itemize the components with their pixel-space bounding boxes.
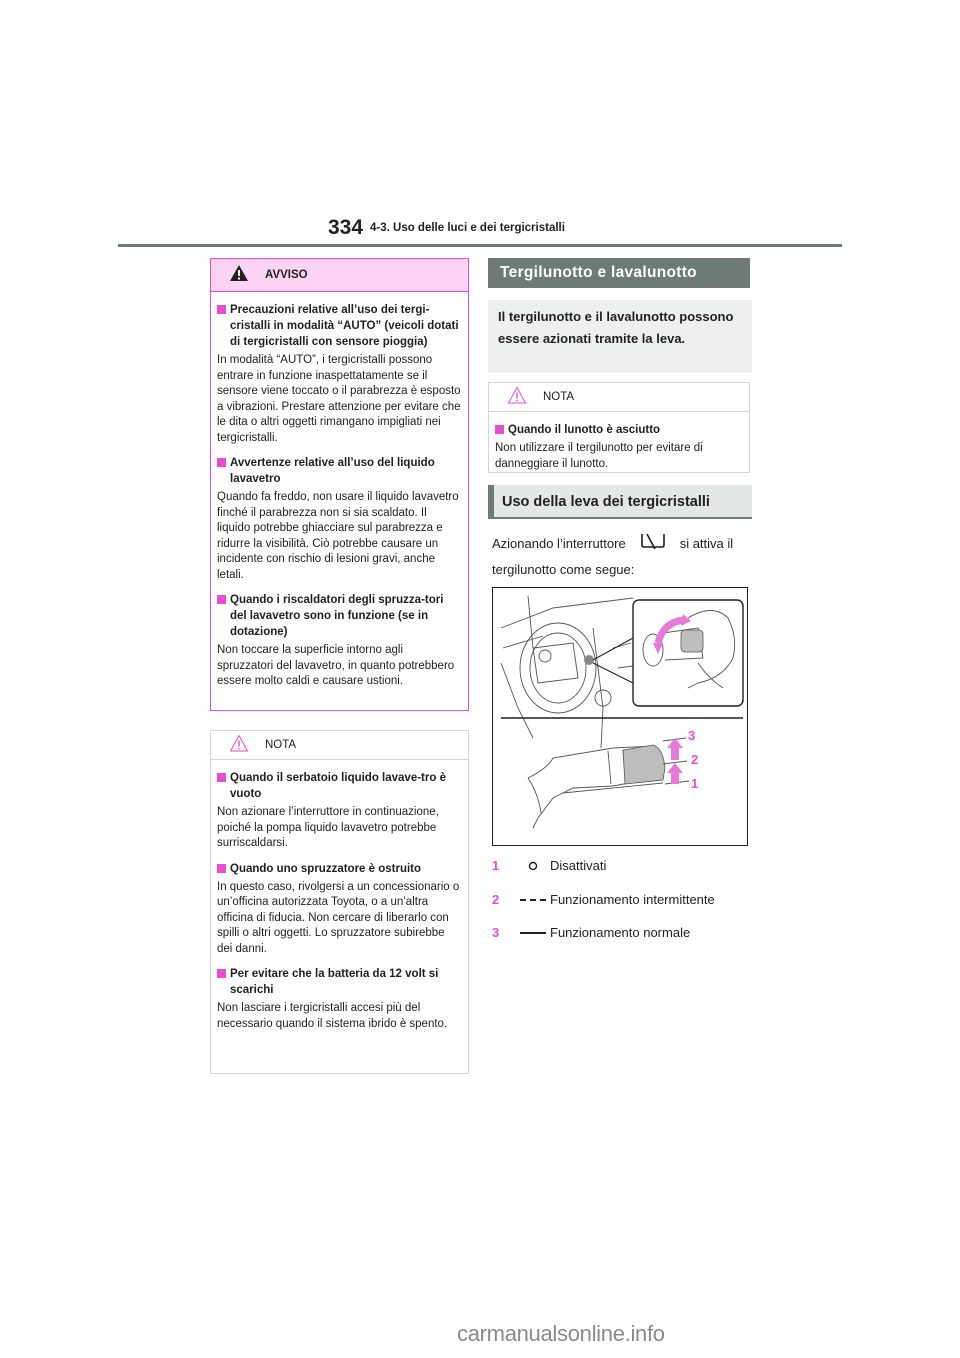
- warning-item: [217, 302, 462, 446]
- note-item: [495, 422, 743, 472]
- note-item-title: Quando il lunotto è asciutto: [508, 424, 661, 436]
- note-item-body: In questo caso, rivolgersi a un concessionario o un’officina autorizzata Toyota, o a un’altra officina di fiducia. Non cercare di liberarlo con spilli o altri oggetti. Lo spruzzatore subirebbe dei danni.: [217, 880, 460, 955]
- watermark: carmanualsonline.info: [457, 1321, 665, 1346]
- paragraph-after: si attiva il tergilunotto come segue:: [492, 535, 734, 577]
- warning-label: AVVISO: [265, 269, 308, 281]
- legend-number: 1: [492, 858, 500, 873]
- warning-item-title: Avvertenze relative all’uso del liquido lavavetro: [230, 457, 435, 485]
- subsection-heading: Uso della leva dei tergicristalli: [488, 485, 752, 518]
- legend-number: 3: [492, 925, 500, 940]
- intro-text: Il tergilunotto e il lavalunotto possono essere azionati tramite la leva.: [488, 300, 752, 373]
- solid-line-icon: [516, 930, 550, 936]
- callout-3: 3: [688, 728, 696, 743]
- subsection-underline: [488, 517, 752, 519]
- legend-label: Disattivati: [550, 858, 607, 873]
- legend-item-normal: [492, 925, 690, 940]
- bullet-square-icon: [217, 305, 226, 314]
- note-item: [217, 770, 462, 852]
- off-circle-icon: [516, 861, 550, 871]
- note-label: NOTA: [543, 391, 575, 403]
- bullet-square-icon: [217, 773, 226, 782]
- legend-item-intermittent: [492, 892, 715, 907]
- note-item-body: Non lasciare i tergicristalli accesi più del necessario quando il sistema ibrido è spento.: [217, 1002, 448, 1030]
- warning-triangle-icon: [229, 264, 249, 287]
- bullet-square-icon: [217, 595, 226, 604]
- note-header: [489, 383, 749, 412]
- rear-wiper-icon: [640, 531, 666, 558]
- bullet-square-icon: [217, 864, 226, 873]
- warning-item-body: Non toccare la superficie intorno agli spruzzatori del lavavetro, in quanto potrebbero essere molto caldi e causare ustioni.: [217, 644, 455, 687]
- warning-box: [210, 258, 469, 711]
- section-title: 4-3. Uso delle luci e dei tergicristalli: [370, 222, 565, 234]
- callout-1: 1: [691, 776, 699, 791]
- section-heading: Tergilunotto e lavalunotto: [488, 258, 750, 288]
- note-item-body: Non utilizzare il tergilunotto per evitare di danneggiare il lunotto.: [495, 442, 703, 470]
- warning-item-body: Quando fa freddo, non usare il liquido lavavetro finché il parabrezza non si sia scaldato. Il liquido potrebbe ghiacciare sul parabrezza e ridurre la visibilità. Ciò potrebbe causare un incidente con rischio di lesioni gravi, anche letali.: [217, 491, 459, 581]
- note-item: [217, 861, 462, 958]
- legend-item-off: [492, 858, 606, 873]
- note-box-right: [488, 382, 750, 473]
- note-item-body: Non azionare l’interruttore in continuazione, poiché la pompa liquido lavavetro potrebbe surriscaldarsi.: [217, 806, 439, 849]
- callout-2: 2: [691, 752, 699, 767]
- legend-number: 2: [492, 892, 500, 907]
- note-item-title: Quando il serbatoio liquido lavave-tro è vuoto: [230, 772, 446, 800]
- bullet-square-icon: [217, 969, 226, 978]
- warning-item-body: In modalità “AUTO”, i tergicristalli possono entrare in funzione inaspettatamente se il sensore viene toccato o il parabrezza è esposto a vibrazioni. Prestare attenzione per evitare che le dita o altri oggetti rimangano impigliati nei tergicristalli.: [217, 354, 461, 444]
- legend-label: Funzionamento intermittente: [550, 892, 715, 907]
- warning-item: [217, 455, 462, 583]
- note-item-title: Quando uno spruzzatore è ostruito: [230, 862, 422, 875]
- caution-triangle-icon: [507, 386, 527, 409]
- note-label: NOTA: [265, 739, 297, 751]
- paragraph-before: Azionando l’interruttore: [492, 535, 626, 551]
- note-item: [217, 966, 462, 1032]
- wiper-lever-illustration: [492, 587, 748, 846]
- warning-item-title: Precauzioni relative all’uso dei tergi-cristalli in modalità “AUTO” (veicoli dotati di tergicristalli con sensore pioggia): [230, 304, 459, 348]
- dashed-line-icon: [516, 897, 550, 903]
- warning-item: [217, 592, 462, 690]
- legend-label: Funzionamento normale: [550, 925, 691, 940]
- caution-triangle-icon: [229, 734, 249, 757]
- header-rule: [118, 244, 842, 247]
- bullet-square-icon: [495, 425, 504, 434]
- page-number: 334: [328, 216, 364, 239]
- warning-header: [211, 259, 468, 292]
- note-item-title: Per evitare che la batteria da 12 volt si scarichi: [230, 968, 439, 996]
- note-header: [211, 731, 468, 760]
- note-box-left: [210, 730, 469, 1074]
- instruction-paragraph: [492, 531, 754, 581]
- bullet-square-icon: [217, 458, 226, 467]
- warning-item-title: Quando i riscaldatori degli spruzza-tori del lavavetro sono in funzione (se in dotazione): [230, 594, 444, 638]
